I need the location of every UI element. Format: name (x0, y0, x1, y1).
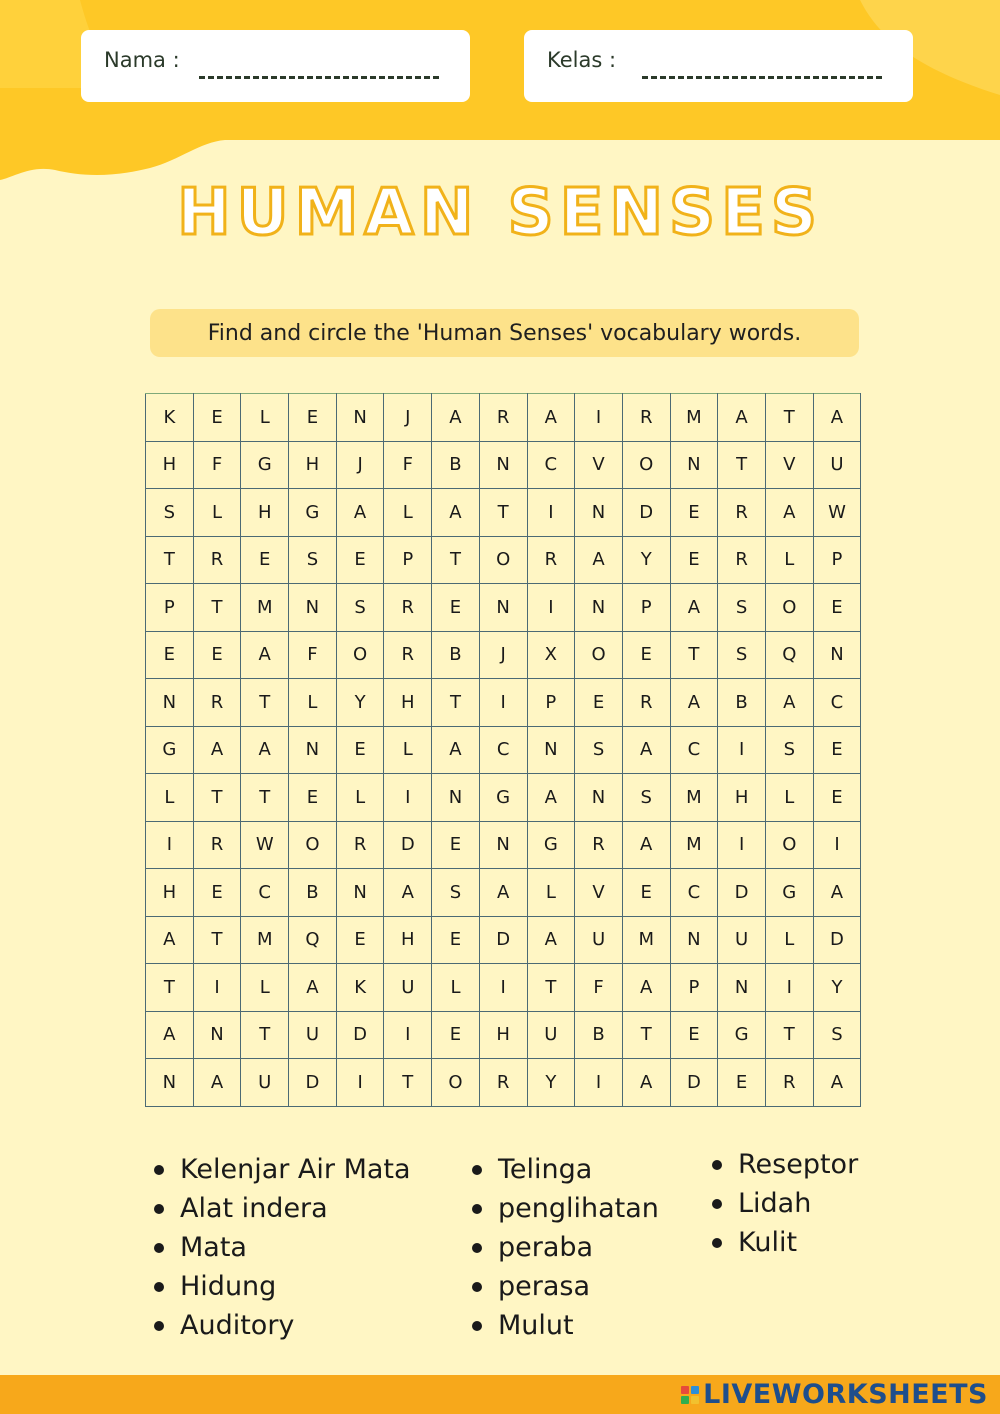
vocabulary-word (468, 1150, 659, 1189)
grid-cell[interactable]: R (384, 631, 432, 679)
grid-cell[interactable]: T (765, 394, 813, 442)
grid-cell[interactable]: C (527, 441, 575, 489)
grid-cell[interactable]: E (670, 489, 718, 537)
vocabulary-word (468, 1306, 659, 1345)
word-text: peraba (498, 1232, 594, 1263)
grid-cell[interactable]: C (241, 869, 289, 917)
grid-cell[interactable]: R (193, 821, 241, 869)
grid-cell[interactable]: O (432, 1059, 480, 1107)
grid-cell[interactable]: A (718, 394, 766, 442)
grid-cell[interactable]: R (193, 679, 241, 727)
word-text: Auditory (180, 1310, 295, 1341)
grid-cell[interactable]: N (670, 916, 718, 964)
word-text: Reseptor (738, 1149, 859, 1180)
grid-cell[interactable]: M (622, 916, 670, 964)
grid-cell[interactable]: S (813, 1011, 861, 1059)
grid-cell[interactable]: A (527, 916, 575, 964)
name-blank-line (199, 76, 439, 79)
grid-cell[interactable]: W (241, 821, 289, 869)
grid-cell[interactable]: F (289, 631, 337, 679)
grid-cell[interactable]: I (479, 964, 527, 1012)
grid-cell[interactable]: N (575, 489, 623, 537)
grid-cell[interactable]: L (241, 964, 289, 1012)
grid-cell[interactable]: B (289, 869, 337, 917)
grid-cell[interactable]: S (432, 869, 480, 917)
grid-cell[interactable]: C (479, 726, 527, 774)
grid-cell[interactable]: T (241, 774, 289, 822)
grid-cell[interactable]: A (527, 774, 575, 822)
bullet-icon (712, 1199, 722, 1209)
grid-cell[interactable]: N (670, 441, 718, 489)
grid-cell[interactable]: A (765, 679, 813, 727)
grid-cell[interactable]: N (575, 774, 623, 822)
grid-cell[interactable]: G (527, 821, 575, 869)
grid-cell[interactable]: B (718, 679, 766, 727)
grid-cell[interactable]: I (575, 1059, 623, 1107)
grid-cell[interactable]: T (718, 441, 766, 489)
grid-cell[interactable]: S (146, 489, 194, 537)
grid-cell[interactable]: A (622, 1059, 670, 1107)
grid-cell[interactable]: L (336, 774, 384, 822)
grid-cell[interactable]: R (765, 1059, 813, 1107)
grid-cell[interactable]: S (718, 584, 766, 632)
grid-cell[interactable]: P (146, 584, 194, 632)
grid-cell[interactable]: T (146, 536, 194, 584)
grid-cell[interactable]: N (336, 869, 384, 917)
grid-cell[interactable]: A (384, 869, 432, 917)
grid-cell[interactable]: A (241, 726, 289, 774)
vocabulary-word (150, 1228, 411, 1267)
grid-cell[interactable]: D (384, 821, 432, 869)
grid-cell[interactable]: T (432, 679, 480, 727)
grid-cell[interactable]: H (479, 1011, 527, 1059)
grid-cell[interactable]: U (289, 1011, 337, 1059)
grid-cell[interactable]: G (765, 869, 813, 917)
grid-cell[interactable]: N (193, 1011, 241, 1059)
grid-cell[interactable]: F (384, 441, 432, 489)
grid-cell[interactable]: T (479, 489, 527, 537)
grid-cell[interactable]: O (622, 441, 670, 489)
grid-cell[interactable]: M (670, 394, 718, 442)
grid-cell[interactable]: S (765, 726, 813, 774)
grid-row (146, 821, 861, 869)
grid-cell[interactable]: H (718, 774, 766, 822)
grid-cell[interactable]: A (146, 916, 194, 964)
grid-cell[interactable]: K (336, 964, 384, 1012)
grid-cell[interactable]: I (718, 821, 766, 869)
word-list-column-1 (150, 1150, 411, 1345)
grid-cell[interactable]: E (622, 631, 670, 679)
grid-cell[interactable]: E (193, 394, 241, 442)
grid-cell[interactable]: N (813, 631, 861, 679)
grid-cell[interactable]: I (527, 584, 575, 632)
grid-cell[interactable]: I (384, 1011, 432, 1059)
grid-cell[interactable]: D (813, 916, 861, 964)
grid-cell[interactable]: N (289, 726, 337, 774)
grid-cell[interactable]: F (575, 964, 623, 1012)
grid-row (146, 916, 861, 964)
grid-cell[interactable]: B (432, 631, 480, 679)
grid-cell[interactable]: R (479, 1059, 527, 1107)
grid-cell[interactable]: L (527, 869, 575, 917)
word-text: perasa (498, 1271, 591, 1302)
grid-cell[interactable]: R (575, 821, 623, 869)
grid-cell[interactable]: L (193, 489, 241, 537)
grid-cell[interactable]: L (146, 774, 194, 822)
grid-cell[interactable]: L (765, 536, 813, 584)
grid-cell[interactable]: A (670, 584, 718, 632)
grid-cell[interactable]: E (813, 726, 861, 774)
grid-cell[interactable]: E (813, 584, 861, 632)
grid-cell[interactable]: M (670, 821, 718, 869)
word-list-column-3 (708, 1145, 858, 1262)
grid-cell[interactable]: H (146, 441, 194, 489)
grid-cell[interactable]: T (384, 1059, 432, 1107)
grid-cell[interactable]: S (622, 774, 670, 822)
grid-cell[interactable]: G (718, 1011, 766, 1059)
grid-cell[interactable]: U (813, 441, 861, 489)
grid-cell[interactable]: G (479, 774, 527, 822)
grid-cell[interactable]: H (146, 869, 194, 917)
grid-cell[interactable]: U (527, 1011, 575, 1059)
grid-cell[interactable]: R (718, 489, 766, 537)
grid-cell[interactable]: T (622, 1011, 670, 1059)
grid-cell[interactable]: C (813, 679, 861, 727)
grid-cell[interactable]: C (670, 869, 718, 917)
grid-cell[interactable]: V (575, 869, 623, 917)
grid-cell[interactable]: E (432, 584, 480, 632)
grid-cell[interactable]: Y (622, 536, 670, 584)
grid-cell[interactable]: O (765, 584, 813, 632)
bullet-icon (154, 1165, 164, 1175)
grid-cell[interactable]: I (193, 964, 241, 1012)
grid-cell[interactable]: N (146, 679, 194, 727)
class-field[interactable] (524, 30, 913, 102)
grid-cell[interactable]: T (193, 916, 241, 964)
grid-cell[interactable]: E (241, 536, 289, 584)
vocabulary-word (150, 1189, 411, 1228)
word-text: Hidung (180, 1271, 277, 1302)
grid-cell[interactable]: N (718, 964, 766, 1012)
grid-cell[interactable]: N (289, 584, 337, 632)
word-text: Mata (180, 1232, 247, 1263)
grid-cell[interactable]: S (336, 584, 384, 632)
grid-cell[interactable]: I (384, 774, 432, 822)
grid-cell[interactable]: A (813, 1059, 861, 1107)
name-field[interactable] (81, 30, 470, 102)
grid-cell[interactable]: R (527, 536, 575, 584)
grid-cell[interactable]: E (622, 869, 670, 917)
grid-cell[interactable]: N (336, 394, 384, 442)
grid-cell[interactable]: L (765, 916, 813, 964)
grid-cell[interactable]: N (479, 441, 527, 489)
vocabulary-word (468, 1267, 659, 1306)
grid-cell[interactable]: E (813, 774, 861, 822)
word-text: Kulit (738, 1227, 798, 1258)
grid-cell[interactable]: A (622, 821, 670, 869)
grid-cell[interactable]: P (527, 679, 575, 727)
word-list-column-2 (468, 1150, 659, 1345)
grid-cell[interactable]: I (718, 726, 766, 774)
grid-cell[interactable]: A (432, 726, 480, 774)
grid-cell[interactable]: N (432, 774, 480, 822)
footer-bar (0, 1375, 1000, 1414)
grid-cell[interactable]: E (432, 1011, 480, 1059)
grid-cell[interactable]: A (813, 394, 861, 442)
grid-cell[interactable]: A (146, 1011, 194, 1059)
grid-cell[interactable]: I (765, 964, 813, 1012)
grid-cell[interactable]: W (813, 489, 861, 537)
grid-cell[interactable]: T (193, 584, 241, 632)
grid-cell[interactable]: N (527, 726, 575, 774)
grid-cell[interactable]: A (527, 394, 575, 442)
grid-cell[interactable]: P (813, 536, 861, 584)
grid-cell[interactable]: N (146, 1059, 194, 1107)
grid-row (146, 631, 861, 679)
name-label: Nama : (104, 48, 180, 72)
word-search-grid[interactable] (145, 393, 861, 1107)
grid-row (146, 441, 861, 489)
grid-row (146, 489, 861, 537)
grid-cell[interactable]: E (432, 821, 480, 869)
grid-cell[interactable]: P (384, 536, 432, 584)
grid-cell[interactable]: V (765, 441, 813, 489)
grid-cell[interactable]: M (241, 584, 289, 632)
grid-row (146, 774, 861, 822)
brand-name: LIVEWORKSHEETS (703, 1379, 988, 1410)
grid-cell[interactable]: U (241, 1059, 289, 1107)
word-text: Mulut (498, 1310, 574, 1341)
grid-cell[interactable]: I (479, 679, 527, 727)
grid-cell[interactable]: T (670, 631, 718, 679)
grid-cell[interactable]: A (241, 631, 289, 679)
grid-cell[interactable]: E (193, 869, 241, 917)
grid-cell[interactable]: D (289, 1059, 337, 1107)
grid-cell[interactable]: R (193, 536, 241, 584)
grid-cell[interactable]: A (670, 679, 718, 727)
grid-cell[interactable]: H (384, 679, 432, 727)
grid-cell[interactable]: I (336, 1059, 384, 1107)
page-title: HUMAN SENSES (177, 176, 823, 250)
vocabulary-word (150, 1267, 411, 1306)
vocabulary-word (150, 1306, 411, 1345)
vocabulary-word (468, 1228, 659, 1267)
vocabulary-word (708, 1184, 858, 1223)
grid-cell[interactable]: O (289, 821, 337, 869)
bullet-icon (154, 1321, 164, 1331)
bullet-icon (154, 1204, 164, 1214)
grid-cell[interactable]: R (384, 584, 432, 632)
grid-cell[interactable]: E (432, 916, 480, 964)
grid-cell[interactable]: T (432, 536, 480, 584)
grid-cell[interactable]: T (241, 679, 289, 727)
bullet-icon (154, 1243, 164, 1253)
grid-cell[interactable]: E (575, 679, 623, 727)
grid-cell[interactable]: E (336, 726, 384, 774)
vocabulary-word (708, 1223, 858, 1262)
grid-cell[interactable]: Q (289, 916, 337, 964)
grid-row (146, 1059, 861, 1107)
word-text: Telinga (498, 1154, 593, 1185)
bullet-icon (472, 1282, 482, 1292)
grid-cell[interactable]: R (718, 536, 766, 584)
grid-cell[interactable]: L (384, 489, 432, 537)
grid-row (146, 394, 861, 442)
grid-cell[interactable]: V (575, 441, 623, 489)
grid-cell[interactable]: N (479, 821, 527, 869)
grid-cell[interactable]: O (336, 631, 384, 679)
grid-cell[interactable]: C (670, 726, 718, 774)
grid-cell[interactable]: J (336, 441, 384, 489)
grid-cell[interactable]: U (575, 916, 623, 964)
bullet-icon (154, 1282, 164, 1292)
grid-cell[interactable]: A (622, 726, 670, 774)
class-label: Kelas : (547, 48, 617, 72)
grid-cell[interactable]: G (289, 489, 337, 537)
grid-cell[interactable]: T (193, 774, 241, 822)
word-text: Alat indera (180, 1193, 328, 1224)
grid-cell[interactable]: Y (813, 964, 861, 1012)
grid-cell[interactable]: U (384, 964, 432, 1012)
bullet-icon (712, 1238, 722, 1248)
grid-cell[interactable]: X (527, 631, 575, 679)
grid-cell[interactable]: H (289, 441, 337, 489)
grid-cell[interactable]: B (575, 1011, 623, 1059)
grid-cell[interactable]: R (622, 394, 670, 442)
vocabulary-word (708, 1145, 858, 1184)
grid-cell[interactable]: M (670, 774, 718, 822)
grid-row (146, 584, 861, 632)
grid-cell[interactable]: E (336, 536, 384, 584)
grid-cell[interactable]: A (432, 394, 480, 442)
grid-row (146, 964, 861, 1012)
grid-cell[interactable]: Y (336, 679, 384, 727)
grid-cell[interactable]: L (384, 726, 432, 774)
grid-row (146, 679, 861, 727)
grid-cell[interactable]: E (289, 394, 337, 442)
grid-cell[interactable]: E (670, 536, 718, 584)
grid-cell[interactable]: D (479, 916, 527, 964)
grid-cell[interactable]: S (575, 726, 623, 774)
grid-cell[interactable]: I (813, 821, 861, 869)
grid-cell[interactable]: E (718, 1059, 766, 1107)
grid-cell[interactable]: E (193, 631, 241, 679)
grid-cell[interactable]: R (622, 679, 670, 727)
grid-cell[interactable]: H (384, 916, 432, 964)
grid-cell[interactable]: L (432, 964, 480, 1012)
grid-cell[interactable]: T (527, 964, 575, 1012)
grid-cell[interactable]: T (146, 964, 194, 1012)
grid-cell[interactable]: A (336, 489, 384, 537)
grid-row (146, 536, 861, 584)
class-blank-line (642, 76, 882, 79)
instruction-banner: Find and circle the 'Human Senses' vocabulary words. (150, 309, 859, 357)
bullet-icon (472, 1243, 482, 1253)
grid-cell[interactable]: I (146, 821, 194, 869)
grid-cell[interactable]: G (146, 726, 194, 774)
grid-cell[interactable]: S (718, 631, 766, 679)
grid-cell[interactable]: A (193, 726, 241, 774)
grid-cell[interactable]: N (575, 584, 623, 632)
word-text: penglihatan (498, 1193, 659, 1224)
grid-row (146, 1011, 861, 1059)
grid-cell[interactable]: E (146, 631, 194, 679)
grid-cell[interactable]: A (479, 869, 527, 917)
grid-cell[interactable]: A (622, 964, 670, 1012)
vocabulary-word (150, 1150, 411, 1189)
grid-cell[interactable]: O (575, 631, 623, 679)
liveworksheets-logo[interactable] (681, 1379, 988, 1410)
grid-cell[interactable]: A (765, 489, 813, 537)
grid-cell[interactable]: E (670, 1011, 718, 1059)
grid-cell[interactable]: K (146, 394, 194, 442)
grid-cell[interactable]: I (527, 489, 575, 537)
word-text: Lidah (738, 1188, 812, 1219)
grid-cell[interactable]: P (670, 964, 718, 1012)
grid-cell[interactable]: R (479, 394, 527, 442)
grid-cell[interactable]: O (765, 821, 813, 869)
grid-cell[interactable]: T (241, 1011, 289, 1059)
grid-cell[interactable]: F (193, 441, 241, 489)
bullet-icon (472, 1321, 482, 1331)
grid-cell[interactable]: J (479, 631, 527, 679)
bullet-icon (472, 1165, 482, 1175)
grid-cell[interactable]: E (289, 774, 337, 822)
grid-cell[interactable]: O (479, 536, 527, 584)
vocabulary-word (468, 1189, 659, 1228)
grid-cell[interactable]: T (765, 1011, 813, 1059)
grid-cell[interactable]: E (336, 916, 384, 964)
grid-cell[interactable]: N (479, 584, 527, 632)
bullet-icon (712, 1160, 722, 1170)
grid-cell[interactable]: S (289, 536, 337, 584)
word-text: Kelenjar Air Mata (180, 1154, 411, 1185)
grid-cell[interactable]: J (384, 394, 432, 442)
bullet-icon (472, 1204, 482, 1214)
grid-cell[interactable]: M (241, 916, 289, 964)
grid-cell[interactable]: R (336, 821, 384, 869)
grid-cell[interactable]: A (813, 869, 861, 917)
grid-cell[interactable]: D (622, 489, 670, 537)
grid-cell[interactable]: A (193, 1059, 241, 1107)
grid-cell[interactable]: A (432, 489, 480, 537)
grid-row (146, 726, 861, 774)
grid-cell[interactable]: D (336, 1011, 384, 1059)
grid-cell[interactable]: H (241, 489, 289, 537)
grid-cell[interactable]: L (765, 774, 813, 822)
grid-cell[interactable]: I (575, 394, 623, 442)
grid-cell[interactable]: D (718, 869, 766, 917)
grid-cell[interactable]: L (241, 394, 289, 442)
grid-row (146, 869, 861, 917)
liveworksheets-icon (681, 1386, 699, 1404)
grid-cell[interactable]: A (575, 536, 623, 584)
grid-cell[interactable]: U (718, 916, 766, 964)
grid-cell[interactable]: B (432, 441, 480, 489)
grid-cell[interactable]: L (289, 679, 337, 727)
grid-cell[interactable]: A (289, 964, 337, 1012)
grid-cell[interactable]: P (622, 584, 670, 632)
grid-cell[interactable]: Q (765, 631, 813, 679)
grid-cell[interactable]: Y (527, 1059, 575, 1107)
grid-cell[interactable]: G (241, 441, 289, 489)
grid-cell[interactable]: D (670, 1059, 718, 1107)
